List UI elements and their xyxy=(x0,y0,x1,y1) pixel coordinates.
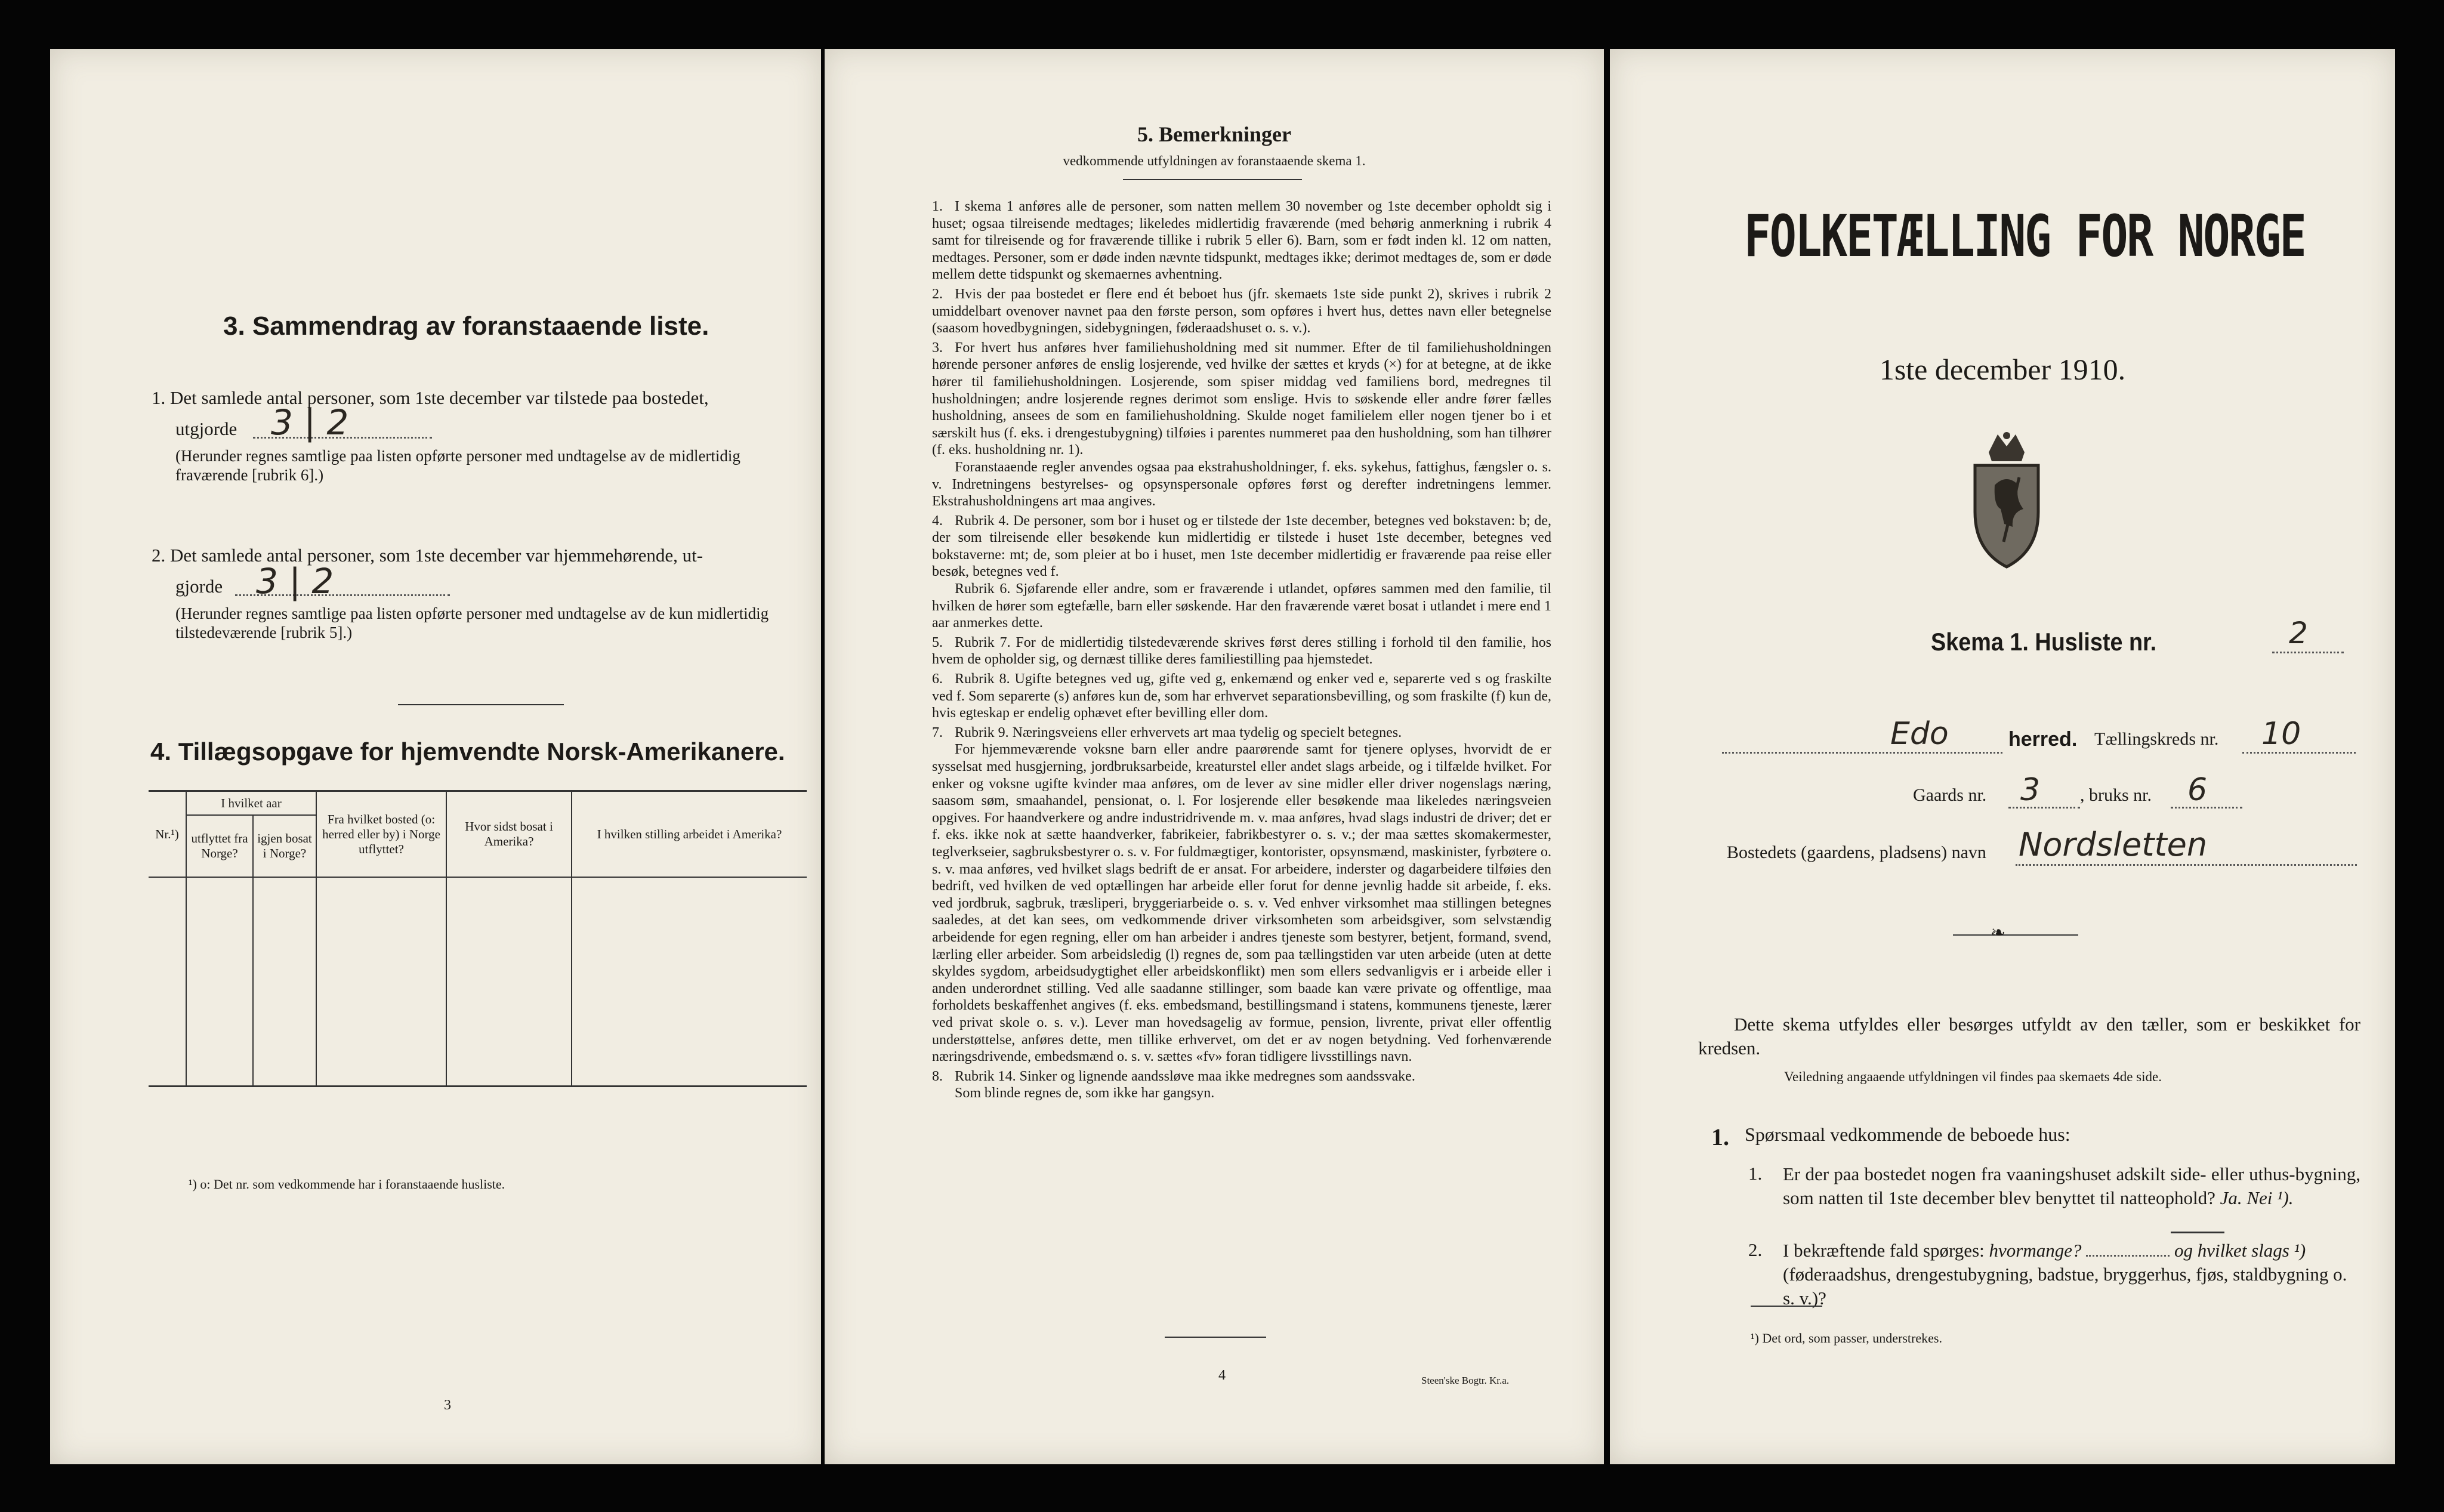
col-fra-bosted: Fra hvilket bosted (o: herred eller by) i Norge utflyttet? xyxy=(316,791,446,878)
remark-item-1: 1. I skema 1 anføres alle de personer, som natten mellem 30 november og 1ste december opholdt sig i huset; ogsaa tilreisende medtages; likeledes midlertidig fraværende (med behørig anmerkning i rubrik 4 samt for tilreisende og for fraværende tillike i rubrik 5 eller 6). Barn, som er født inden kl. 12 om natten, medtages. Personer, som er døde inden nævnte tidspunkt, medtages ikke; derimot medtages de, som er døde mellem dette tidspunkt og skemaernes avhentning. xyxy=(932,199,1551,283)
gaards-dotline xyxy=(2008,807,2080,809)
kreds-dotline xyxy=(2242,752,2356,754)
bosted-label: Bostedets (gaardens, pladsens) navn xyxy=(1727,843,1986,862)
table-row xyxy=(149,947,807,964)
bosted-value: Nordsletten xyxy=(2019,826,2208,863)
divider xyxy=(1165,1337,1266,1338)
divider xyxy=(1953,934,2078,936)
q1-number: 1. xyxy=(1748,1163,1763,1184)
bruks-value: 6 xyxy=(2187,772,2208,808)
bosted-dotline xyxy=(2016,864,2357,866)
divider xyxy=(1751,1306,1822,1307)
q1-answer: Ja. Nei ¹). xyxy=(2220,1187,2294,1208)
remark-item-5: 5. Rubrik 7. For de midlertidig tilstedeværende skrives først deres stilling i forhold til den familie, hos hvem de opholder sig, og dernæst tillike deres familiestilling paa hjemstedet. xyxy=(932,634,1551,668)
table-row xyxy=(149,930,807,947)
remark-item-2: 2. Hvis der paa bostedet er flere end ét beboet hus (jfr. skemaets 1ste side punkt 2), skrives i rubrik 2 umiddelbart ovenover navnet paa den første person, som opføres i hvert hus, dettes navn eller betegnelse (saasom hovedbygningen, sidebygningen, føderaadshuset o. s. v.). xyxy=(932,286,1551,337)
intro-text: Dette skema utfyldes eller besørges utfyldt av den tæller, som er beskikket for kredsen. xyxy=(1698,1014,2360,1059)
remarks-title: 5. Bemerkninger xyxy=(1137,122,1291,146)
gaards-label: Gaards nr. xyxy=(1913,785,1987,805)
norsk-amerikanere-table xyxy=(149,790,807,1087)
veiledning-text: Veiledning angaaende utfyldningen vil findes paa skemaets 4de side. xyxy=(1784,1069,2162,1084)
remarks-subtitle: vedkommende utfyldningen av foranstaaende skema 1. xyxy=(1063,153,1366,168)
form-title: FOLKETÆLLING FOR NORGE xyxy=(1744,203,2306,270)
col-igjen: igjen bosat i Norge? xyxy=(253,815,316,877)
table-row xyxy=(149,912,807,930)
table-row xyxy=(149,1068,807,1087)
herred-dotline xyxy=(1722,752,2002,754)
kreds-label: Tællingskreds nr. xyxy=(2094,729,2219,749)
page-number: 3 xyxy=(444,1397,451,1413)
remarks-list xyxy=(932,198,1551,1102)
s3-item2-value: 3 | 2 xyxy=(256,561,334,601)
table-footnote: ¹) o: Det nr. som vedkommende har i foranstaaende husliste. xyxy=(189,1177,505,1192)
s3-item1-value: 3 | 2 xyxy=(271,402,349,443)
table-row xyxy=(149,999,807,1016)
printer-mark: Steen'ske Bogtr. Kr.a. xyxy=(1421,1375,1510,1386)
page-1-cover xyxy=(1610,49,2395,1464)
ornament-icon: ❧ xyxy=(1991,923,2006,943)
q2-text: I bekræftende fald spørges: hvormange? og hvilket slags ¹) (føderaadshus, drengestubygning, badstue, bryggerhus, fjøs, staldbygning o. s. v.)? xyxy=(1783,1240,2347,1309)
col-utflyttet: utflyttet fra Norge? xyxy=(186,815,253,877)
col-nr: Nr.¹) xyxy=(149,791,186,878)
s3-item1-note: (Herunder regnes samtlige paa listen opførte personer med undtagelse av de midlertidig fraværende [rubrik 6].) xyxy=(175,447,740,484)
remark-item-3: 3. For hvert hus anføres hver familiehusholdning med sit nummer. Efter de til familiehusholdningen hørende personer anføres de enslig losjerende, ved hvilke der sættes et kryds (×) for at betegne, at de ikke hører til familiehusholdningen. Losjerende, som spiser middag ved familiens bord, medregnes til husholdningen; andre losjerende regnes derimot som enslige. Hvis to søskende eller andre fører fælles husholdning, ansees de som en familiehusholdning. Skulde noget familielem eller nogen tjener bo i et særskilt hus (f. eks. i drengestubygning) tilføies i parentes nummeret paa den husholdning, som han tilhører (f. eks. husholdning nr. 1). Foranstaaende regler anvendes ogsaa paa ekstrahusholdninger, f. eks. sykehus, fattighus, fængsler o. s. v. Indretningens bestyrelses- og opsynspersonale opføres først og derefter indretningens lemmer. Ekstrahusholdningens art maa angives. xyxy=(932,340,1551,510)
section-3-title: 3. Sammendrag av foranstaaende liste. xyxy=(223,311,709,341)
gaards-value: 3 xyxy=(2020,772,2041,808)
s3-item2-line: 2. Det samlede antal personer, som 1ste december var hjemmehørende, ut- xyxy=(152,545,703,566)
table-row xyxy=(149,1033,807,1051)
questions-title: Spørsmaal vedkommende de beboede hus: xyxy=(1745,1124,2070,1145)
table-row xyxy=(149,964,807,982)
table-row xyxy=(149,895,807,912)
col-stilling: I hvilken stilling arbeidet i Amerika? xyxy=(572,791,807,878)
remark-item-8: 8. Rubrik 14. Sinker og lignende aandssløve maa ikke medregnes som aandssvake. Som blinde regnes de, som ikke har gangsyn. xyxy=(932,1068,1415,1101)
husliste-nr-value: 2 xyxy=(2289,616,2308,650)
question-1-number: 1. xyxy=(1711,1124,1729,1150)
s3-item2-prefix: gjorde xyxy=(175,576,223,597)
q2-number: 2. xyxy=(1748,1239,1763,1260)
q1-question: Er der paa bostedet nogen fra vaaningshuset adskilt side- eller uthus-bygning, som natten til 1ste december blev benyttet til natteophold? xyxy=(1783,1164,2360,1208)
section-4-title: 4. Tillægsopgave for hjemvendte Norsk-Amerikanere. xyxy=(150,738,785,766)
table-row xyxy=(149,877,807,895)
q1-text xyxy=(1783,1162,2360,1210)
kreds-value: 10 xyxy=(2261,716,2301,752)
col-sidst-bosat: Hvor sidst bosat i Amerika? xyxy=(446,791,572,878)
skema-label: Skema 1. Husliste nr. xyxy=(1931,628,2157,656)
page-number: 4 xyxy=(1218,1368,1226,1383)
nei-underline xyxy=(2171,1232,2224,1233)
census-date: 1ste december 1910. xyxy=(1879,353,2126,386)
herred-value: Edo xyxy=(1890,716,1949,752)
table-row xyxy=(149,982,807,999)
remark-item-7: 7. Rubrik 9. Næringsveiens eller erhvervets art maa tydelig og specielt betegnes. For hjemmeværende voksne barn eller andre paarørende samt for tjenere oplyses, hvorvidt de er sysselsat med husgjerning, jordbruksarbeide, kreaturstel eller andet slags arbeide, og i tilfælde hvilket. For enker og voksne ugifte kvinder maa anføres, om de lever av sine midler eller driver nogenslags næring, saasom søm, smaahandel, pensionat, o. l. For losjerende eller besøkende maa likeledes næringsveien opgives. For haandverkere og andre industridrivende m. v. maa anføres, hvad slags industri de driver; det er f. eks. ikke nok at sætte haandverker, fabrikeier, fabrikbestyrer o. s. v.; der maa sættes skomakermester, teglverkseier, sagbruksbestyrer o. s. v. For fuldmægtiger, kontorister, opsynsmænd, maskinister, fyrbøtere o. s. v. maa anføres, ved hvilket slags bedrift de er ansat. For arbeidere, inderster og dagarbeidere tilføies den bedrift, ved hvilken de ved optællingen har arbeide eller forut for denne jevnlig hadde sit arbeide, f. eks. ved jordbruk, sagbruk, træsliperi, bryggeriarbeide o. s. v. Ved enhver virksomhet maa stillingen betegnes saaledes, at det kan sees, om vedkommende driver virksomheten som arbeidsgiver, som selvstændig arbeidende for egen regning, eller om han arbeider i andres tjeneste som bestyrer, betjent, formand, svend, lærling eller arbeider. Som arbeidsledig (l) regnes de, som paa tællingstiden var uten arbeide (uten at dette skyldes sygdom, arbeidsudygtighet eller arbeidskonflikt) men som ellers sedvanligvis er i arbeide eller i anden underordnet stilling. Ved alle saadanne stillinger, som baade kan være private og offentlige, maa forholdets beskaffenhet angives (f. eks. embedsmand, bestillingsmand i statens, kommunens tjeneste, lærer ved privat skole o. s. v.). Lever man hovedsagelig av formue, pension, livrente, privat eller offentlig understøttelse, anføres dette, men tillike erhvervet, om det er av nogen betydning. Ved forhenværende næringsdrivende, embedsmænd o. s. v. sættes «fv» foran tidligere livsstillings navn. xyxy=(932,724,1551,1065)
divider xyxy=(398,704,564,705)
s3-item2-note: (Herunder regnes samtlige paa listen opførte personer med undtagelse av de kun midlertidig tilstedeværende [rubrik 5].) xyxy=(175,604,769,641)
coat-of-arms-icon xyxy=(1962,428,2051,572)
col-group-aar: I hvilket aar xyxy=(186,791,316,816)
page-4 xyxy=(825,49,1604,1464)
herred-label: herred. xyxy=(2008,728,2078,751)
remark-item-4: 4. Rubrik 4. De personer, som bor i huset og er tilstede der 1ste december, betegnes ved bokstaven: b; de, der som tilreisende eller besøkende kun midlertidig er tilstede i huset 1ste december, betegnes ved bokstaverne: mt; de, som pleier at bo i huset, men 1ste december midlertidig er fraværende paa reise eller besøk, betegnes ved f. Rubrik 6. Sjøfarende eller andre, som er fraværende i utlandet, opføres sammen med den familie, til hvilken de hører som egtefælle, barn eller søskende. Har den fraværende været bosat i utlandet i mere end 1 aar anmerkes dette. xyxy=(932,513,1551,631)
husliste-dotline xyxy=(2272,652,2344,653)
bruks-label: , bruks nr. xyxy=(2080,785,2152,805)
divider xyxy=(1123,179,1302,180)
s3-item1-line: 1. Det samlede antal personer, som 1ste december var tilstede paa bostedet, xyxy=(152,387,709,408)
cover-footnote: ¹) Det ord, som passer, understrekes. xyxy=(1751,1331,1942,1346)
remark-item-6: 6. Rubrik 8. Ugifte betegnes ved ug, gifte ved g, enkemænd og enker ved e, separerte ved s og fraskilte ved f. Som separerte (s) anføres kun de, som har erhvervet separationsbevilling, og som fraskilte (f) kun de, hvis egteskap er endelig ophævet efter bevilling eller dom. xyxy=(932,671,1551,721)
s3-item1-prefix: utgjorde xyxy=(175,418,237,439)
page-3 xyxy=(50,49,821,1464)
table-row xyxy=(149,1051,807,1068)
table-row xyxy=(149,1016,807,1033)
